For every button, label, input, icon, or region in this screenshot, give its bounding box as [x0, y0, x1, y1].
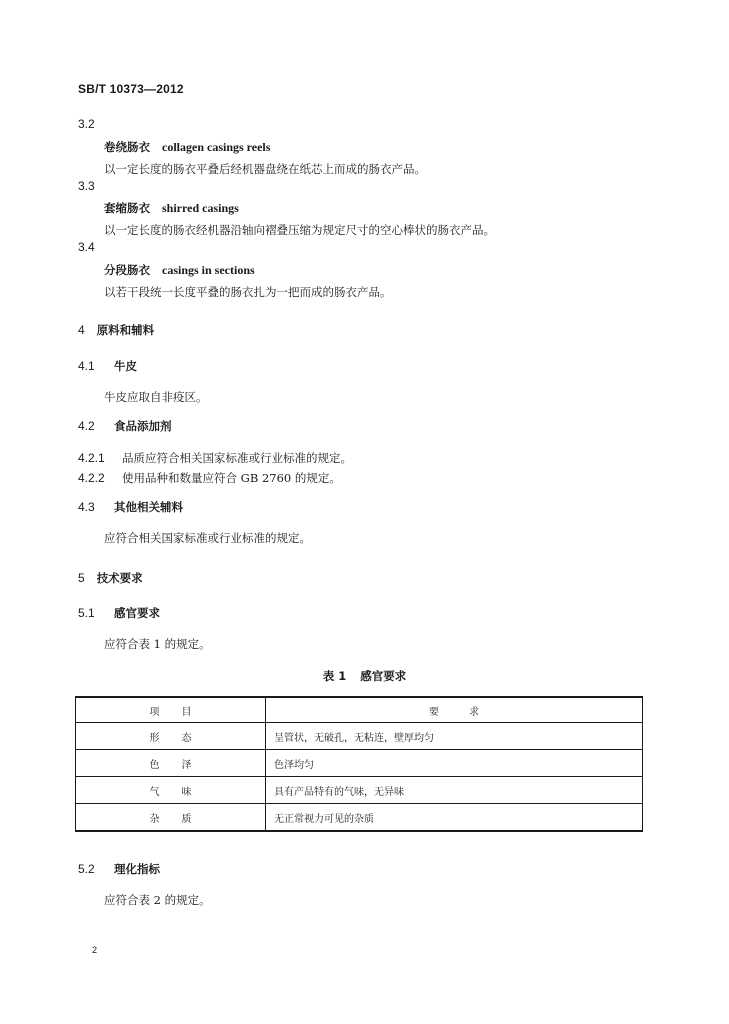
table-caption: 表 1 感官要求 [322, 669, 407, 683]
section-heading: 4 原料和辅料 [78, 323, 155, 337]
table-cell: 杂质 [76, 804, 266, 832]
column-header: 项目 [76, 697, 266, 723]
term-zh: 分段肠衣 [104, 263, 150, 277]
paragraph: 应符合相关国家标准或行业标准的规定。 [104, 531, 311, 545]
paragraph: 应符合表 1 的规定。 [104, 637, 211, 651]
term-definition: 以一定长度的肠衣经机器沿轴向褶叠压缩为规定尺寸的空心棒状的肠衣产品。 [104, 223, 495, 237]
term-heading [104, 262, 255, 278]
subsection-heading: 4.2 食品添加剂 [78, 419, 172, 433]
page-number: 2 [92, 945, 98, 955]
table-header-row [76, 697, 643, 723]
table-cell: 呈管状，无破孔，无粘连，壁厚均匀 [266, 723, 643, 750]
term-en: casings in sections [162, 263, 255, 277]
term-definition: 以一定长度的肠衣平叠后经机器盘绕在纸芯上而成的肠衣产品。 [104, 162, 426, 176]
sensory-requirements-table [75, 696, 643, 832]
clause-number: 3.2 [78, 117, 95, 131]
table-cell: 无正常视力可见的杂质 [266, 804, 643, 832]
paragraph: 应符合表 2 的规定。 [104, 893, 211, 907]
subsection-heading: 4.1 牛皮 [78, 359, 137, 373]
table-cell: 具有产品特有的气味，无异味 [266, 777, 643, 804]
term-zh: 套缩肠衣 [104, 201, 150, 215]
clause-number: 3.4 [78, 240, 95, 254]
table-cell: 形态 [76, 723, 266, 750]
term-zh: 卷绕肠衣 [104, 140, 150, 154]
table-row [76, 750, 643, 777]
term-definition: 以若干段统一长度平叠的肠衣扎为一把而成的肠衣产品。 [104, 285, 392, 299]
section-heading: 5 技术要求 [78, 571, 143, 585]
term-heading [104, 200, 239, 216]
clause-item: 4.2.2 使用品种和数量应符合 GB 2760 的规定。 [78, 471, 341, 485]
subsection-heading: 5.2 理化指标 [78, 862, 160, 876]
table-row [76, 777, 643, 804]
table-row [76, 804, 643, 832]
term-heading [104, 139, 270, 155]
table-cell: 气味 [76, 777, 266, 804]
subsection-heading: 4.3 其他相关辅料 [78, 500, 183, 514]
column-header: 要求 [266, 697, 643, 723]
subsection-heading: 5.1 感官要求 [78, 606, 160, 620]
document-code: SB/T 10373—2012 [78, 82, 184, 96]
table-cell: 色泽 [76, 750, 266, 777]
clause-item: 4.2.1 品质应符合相关国家标准或行业标准的规定。 [78, 451, 352, 465]
term-en: collagen casings reels [162, 140, 271, 154]
term-en: shirred casings [162, 201, 239, 215]
table-row [76, 723, 643, 750]
paragraph: 牛皮应取自非疫区。 [104, 390, 208, 404]
clause-number: 3.3 [78, 179, 95, 193]
table-cell: 色泽均匀 [266, 750, 643, 777]
